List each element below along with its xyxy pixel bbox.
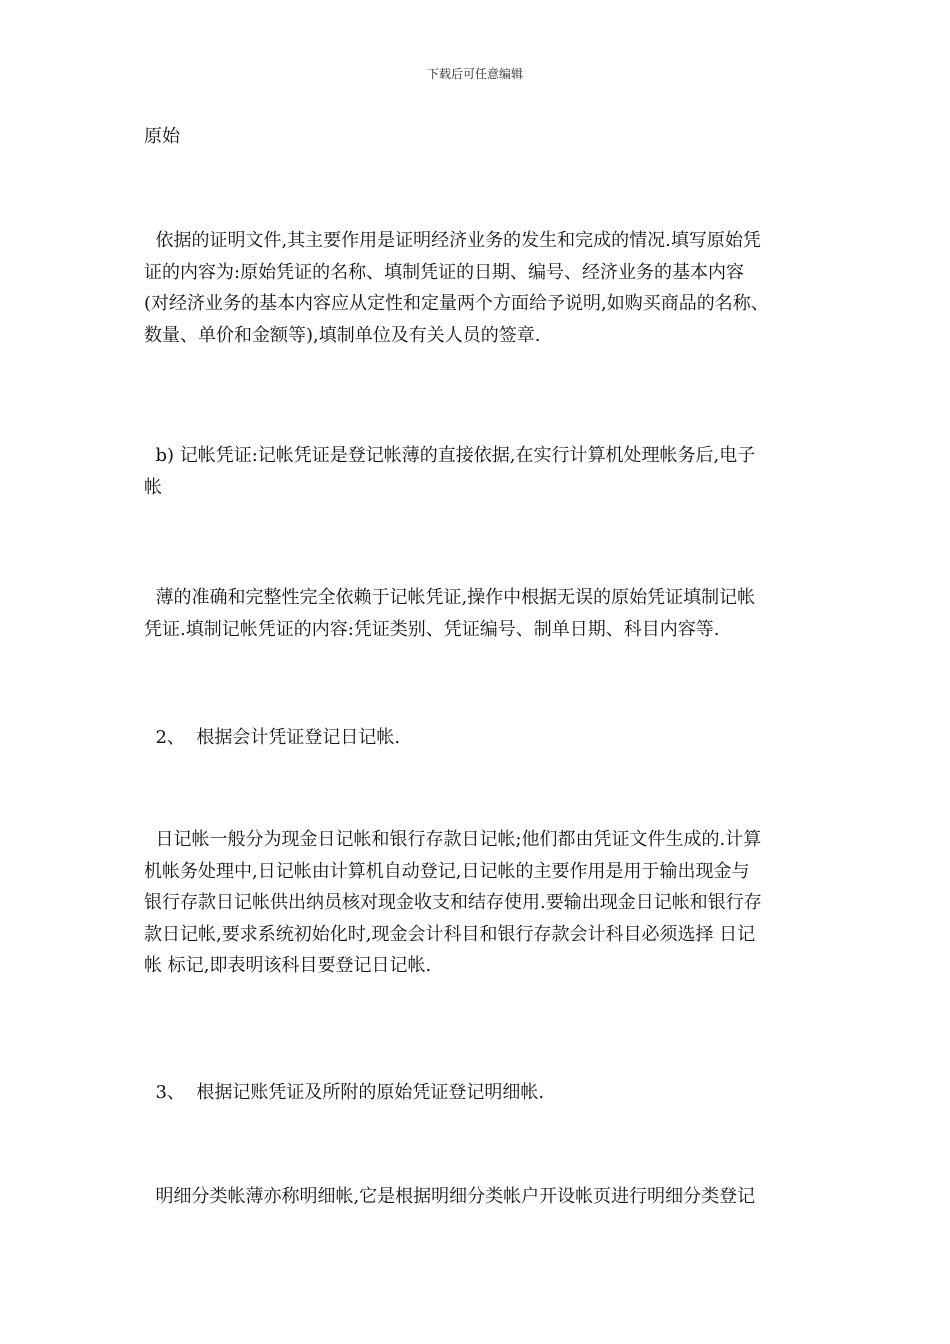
text-line: b) 记帐凭证:记帐凭证是登记帐薄的直接依据,在实行计算机处理帐务后,电子 <box>144 445 756 466</box>
paragraph-journal <box>144 824 824 982</box>
paragraph-original-voucher <box>144 225 824 351</box>
text-line: 款日记帐,要求系统初始化时,现金会计科目和银行存款会计科目必须选择 日记 <box>144 923 756 945</box>
text-line: 凭证.填制记帐凭证的内容:凭证类别、凭证编号、制单日期、科目内容等. <box>144 618 720 640</box>
heading-yuanshi <box>144 121 824 153</box>
text-line: 2、 根据会计凭证登记日记帐. <box>144 727 401 748</box>
text-line: 银行存款日记帐供出纳员核对现金收支和结存使用.要输出现金日记帐和银行存 <box>144 892 762 913</box>
paragraph-voucher-accuracy <box>144 582 824 645</box>
text-line: 日记帐一般分为现金日记帐和银行存款日记帐;他们都由凭证文件生成的.计算 <box>144 829 762 850</box>
list-item-b-accounting-voucher <box>144 440 824 503</box>
text-line: 3、 根据记账凭证及所附的原始凭证登记明细帐. <box>144 1082 545 1103</box>
text-line: 薄的准确和完整性完全依赖于记帐凭证,操作中根据无误的原始凭证填制记帐 <box>144 587 756 608</box>
page-header: 下载后可任意编辑 <box>426 67 523 81</box>
text-line: 明细分类帐薄亦称明细帐,它是根据明细分类帐户开设帐页进行明细分类登记 <box>144 1186 756 1207</box>
text-line: 机帐务处理中,日记帐由计算机自动登记,日记帐的主要作用是用于输出现金与 <box>144 860 750 882</box>
text-line: (对经济业务的基本内容应从定性和定量两个方面给予说明,如购买商品的名称、 <box>144 293 769 314</box>
paragraph-subsidiary-ledger <box>144 1181 824 1213</box>
text-line: 帐 <box>144 476 162 498</box>
list-item-3 <box>144 1077 824 1109</box>
text-line: 证的内容为:原始凭证的名称、填制凭证的日期、编号、经济业务的基本内容 <box>144 261 745 283</box>
text-line: 帐 标记,即表明该科目要登记日记帐. <box>144 955 432 976</box>
list-item-2 <box>144 722 824 754</box>
text-line: 依据的证明文件,其主要作用是证明经济业务的发生和完成的情况.填写原始凭 <box>144 230 761 251</box>
text-line: 数量、单价和金额等),填制单位及有关人员的签章. <box>144 324 541 346</box>
text-line: 原始 <box>144 126 180 147</box>
